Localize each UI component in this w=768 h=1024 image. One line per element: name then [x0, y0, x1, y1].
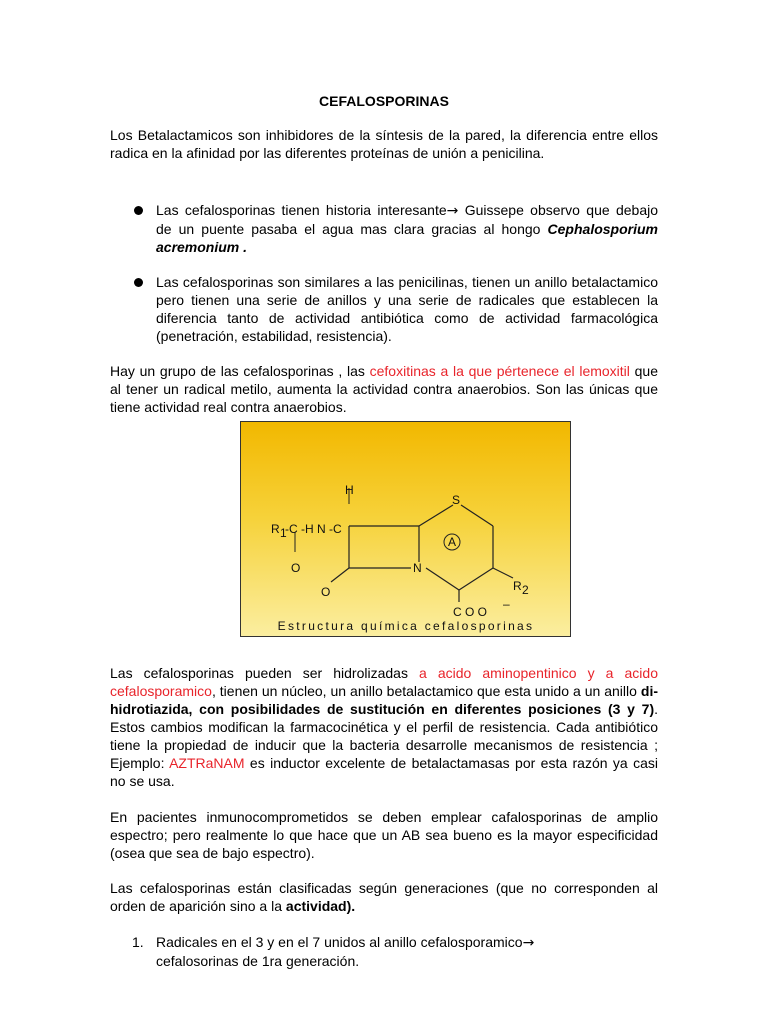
bullet-icon [134, 206, 143, 215]
bullet-text-part: Las cefalosporinas tienen historia interesante [156, 202, 447, 218]
h-label: H [345, 483, 354, 497]
text-part: Hay un grupo de las cefalosporinas , las [110, 363, 370, 379]
immuno-paragraph: En pacientes inmunocomprometidos se deben emplear cafalosporinas de amplio espectro; pero realmente lo que hace que un AB sea bueno es la mayor especificidad (osea que sea de bajo espectro). [110, 809, 658, 861]
hydrolysis-paragraph [110, 664, 658, 790]
text-part: es inductor excelente de betalactamasas por esta razón ya casi no se usa. [110, 755, 658, 789]
text-part: , tienen un núcleo, un anillo betalactamico que esta unido a un anillo [211, 683, 641, 699]
page-title: CEFALOSPORINAS [319, 93, 449, 109]
text-part: Radicales en el 3 y en el 7 unidos al anillo cefalosporamico [156, 934, 523, 950]
o-mid-label: O [321, 585, 331, 599]
text-part: Las cefalosporinas están clasificadas según generaciones (que no corresponden al orden de aparición sino a la [110, 880, 658, 914]
group-paragraph [110, 362, 658, 416]
list-number: 1. [132, 934, 144, 950]
list-text [156, 933, 658, 970]
intro-paragraph: Los Betalactamicos son inhibidores de la síntesis de la pared, la diferencia entre ellos radica en la afinidad por las diferentes proteínas de unión a penicilina. [110, 127, 658, 161]
n-label: N [413, 561, 422, 575]
figure-caption: Estructura química cefalosporinas [277, 619, 535, 633]
highlight-text: cefoxitinas a la que pértenece el lemoxitil [369, 363, 630, 379]
arrow-icon: → [446, 203, 459, 219]
coo-label: C O O [453, 605, 488, 619]
bullet-text-part: Guissepe observo que debajo de un puente pasaba el agua mas clara gracias al hongo [156, 202, 658, 237]
structure-diagram [241, 422, 572, 638]
classification-paragraph [110, 879, 658, 915]
bullet-text [156, 201, 658, 256]
text-part: que al tener un radical metilo, aumenta la actividad contra anaerobios. Son las únicas que tiene actividad real contra anaerobios. [110, 363, 658, 415]
chain-label: -C -H N -C [285, 522, 342, 536]
bullet-icon [134, 278, 143, 287]
o-left-label: O [291, 561, 301, 575]
highlight-text: AZTRaNAM [169, 755, 245, 771]
arrow-icon: → [522, 935, 535, 951]
r1-subscript: 1 [280, 526, 287, 540]
ring-a-label: A [448, 535, 457, 549]
text-part: . Estos cambios modifican la farmacocinética y el perfil de resistencia. Cada antibiótico tiene la propiedad de inducir que la bacteria desarrolle mecanismos de resistencia ; Ejemplo: [110, 701, 658, 771]
bold-text: actividad). [285, 898, 356, 914]
s-label: S [452, 493, 461, 507]
r1-label: R [271, 522, 280, 536]
r2-subscript: 2 [522, 583, 529, 597]
chemical-structure-figure [240, 421, 571, 637]
highlight-text: a acido aminopentinico y a acido cefalosporamico [110, 665, 658, 699]
r2-label: R [513, 579, 522, 593]
text-part: Las cefalosporinas pueden ser hidrolizadas [110, 665, 420, 681]
text-part: cefalosorinas de 1ra generación. [156, 953, 360, 969]
minus-label: – [503, 597, 510, 611]
bold-text: di-hidrotiazida, con posibilidades de sustitución en diferentes posiciones (3 y 7) [110, 683, 658, 717]
bullet-text: Las cefalosporinas son similares a las penicilinas, tienen un anillo betalactamico pero tienen una serie de anillos y una serie de radicales que establecen la diferencia tanto de actividad antibiótica como de actividad farmacológica (penetración, estabilidad, resistencia). [156, 274, 658, 344]
species-name: Cephalosporium acremonium . [156, 221, 658, 255]
